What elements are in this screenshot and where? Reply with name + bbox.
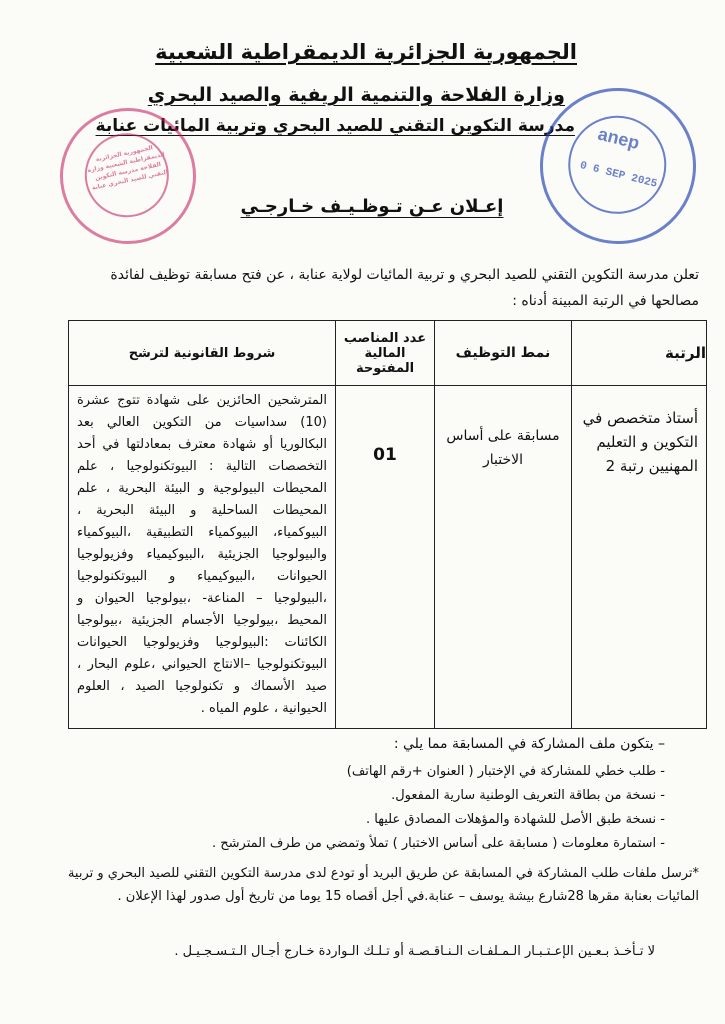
submission-note: *ترسل ملفات طلب المشاركة في المسابقة عن طريق البريد أو تودع لدى مدرسة التكوين التقني للصيد البحري و تربية المائيات بعنابة مقرها 28شارع بيشة يوسف – عنابة.في أجل أقصاه 15 يوما من تاريخ أول صدور لهذا الإعلان . [67, 866, 699, 904]
cell-rank: أستاذ متخصص في التكوين و التعليم المهنيين رتبة 2 [572, 386, 707, 729]
announcement-title: إعـلان عـن تـوظـيـف خـارجـي [240, 196, 504, 217]
list-item: - نسخة طبق الأصل للشهادة والمؤهلات المصادق عليها . [65, 808, 665, 832]
header-mode: نمط التوظيف [435, 321, 572, 386]
stamp-date: 0 6 SEP 2025 [578, 159, 659, 191]
positions-table [68, 320, 707, 729]
dossier-heading-text: يتكون ملف المشاركة في المسابقة مما يلي : [393, 736, 654, 752]
seal-text: الجمهورية الجزائرية الديمقراطية الشعبية وزارة الفلاحة مدرسة التكوين التقني للصيد البحري عنابة [86, 144, 169, 192]
list-item: - طلب خطي للمشاركة في الإختبار ( العنوان +رقم الهاتف) [65, 760, 665, 784]
cell-count: 01 [336, 386, 435, 729]
cell-mode: مسابقة على أساس الاختبار [435, 386, 572, 729]
school-title: مدرسة التكوين التقني للصيد البحري وتربية المائيات عنابة [95, 116, 575, 136]
anep-logo: anep [595, 123, 642, 154]
header-count: عدد المناصب المالية المفتوحة [336, 321, 435, 386]
final-notice: لا تـأخـذ بـعـين الإعـتـبـار الـمـلفـات الـنـاقـصـة أو تـلـك الـواردة خـارج أجـال الـتـسـجـيـل . [174, 944, 655, 959]
list-item: - نسخة من بطاقة التعريف الوطنية سارية المفعول. [65, 784, 665, 808]
header-rank: الرتبة [572, 321, 707, 386]
header-conditions: شروط القانونية لترشح [69, 321, 336, 386]
list-item: - استمارة معلومات ( مسابقة على أساس الاختبار ) تملأ وتمضي من طرف المترشح . [65, 832, 665, 856]
ministry-title: وزارة الفلاحة والتنمية الريفية والصيد البحري [147, 84, 565, 106]
table-row [69, 386, 707, 729]
intro-paragraph: تعلن مدرسة التكوين التقني للصيد البحري و تربية المائيات لولاية عنابة ، عن فتح مسابقة توظيف لفائدة مصالحها في الرتبة المبينة أدناه : [110, 267, 699, 309]
republic-title: الجمهورية الجزائرية الديمقراطية الشعبية [155, 40, 577, 64]
cell-conditions: المترشحين الحائزين على شهادة تتوج عشرة (10) سداسيات من التكوين العالي بعد البكالوريا أو شهادة معترف بمعادلتها في أحد التخصصات التالية : البيوتكنولوجيا ، علم المحيطات البيولوجية و البيئة البحرية ، علم المحيطات الساحلية و البيئة البحرية ، البيوكمياء، البيوكمياء التطبيقية ،البيوكمياء والبيولوجيا الجزيئية ،البيوكيمياء وفزيولوجيا الحيوانات ،البيوكيمياء و البيوتكنولوجيا ،البيولوجيا – المناعة- ،بيولوجيا الحيوان و المحيط ،بيولوجيا الأجسام الجزيئية ،بيولوجيا الكائنات :البيولوجيا وفزيولوجيا الحيوانات البيوتكنولوجيا –الانتاج الحيواني ،علوم البحار ، صيد الأسماك و تكنولوجيا الصيد ، العلوم الحيوانية ، علوم المياه . [69, 386, 336, 729]
dossier-list [65, 760, 665, 856]
table-header-row [69, 321, 707, 386]
dossier-heading: – يتكون ملف المشاركة في المسابقة مما يلي : [393, 736, 665, 752]
